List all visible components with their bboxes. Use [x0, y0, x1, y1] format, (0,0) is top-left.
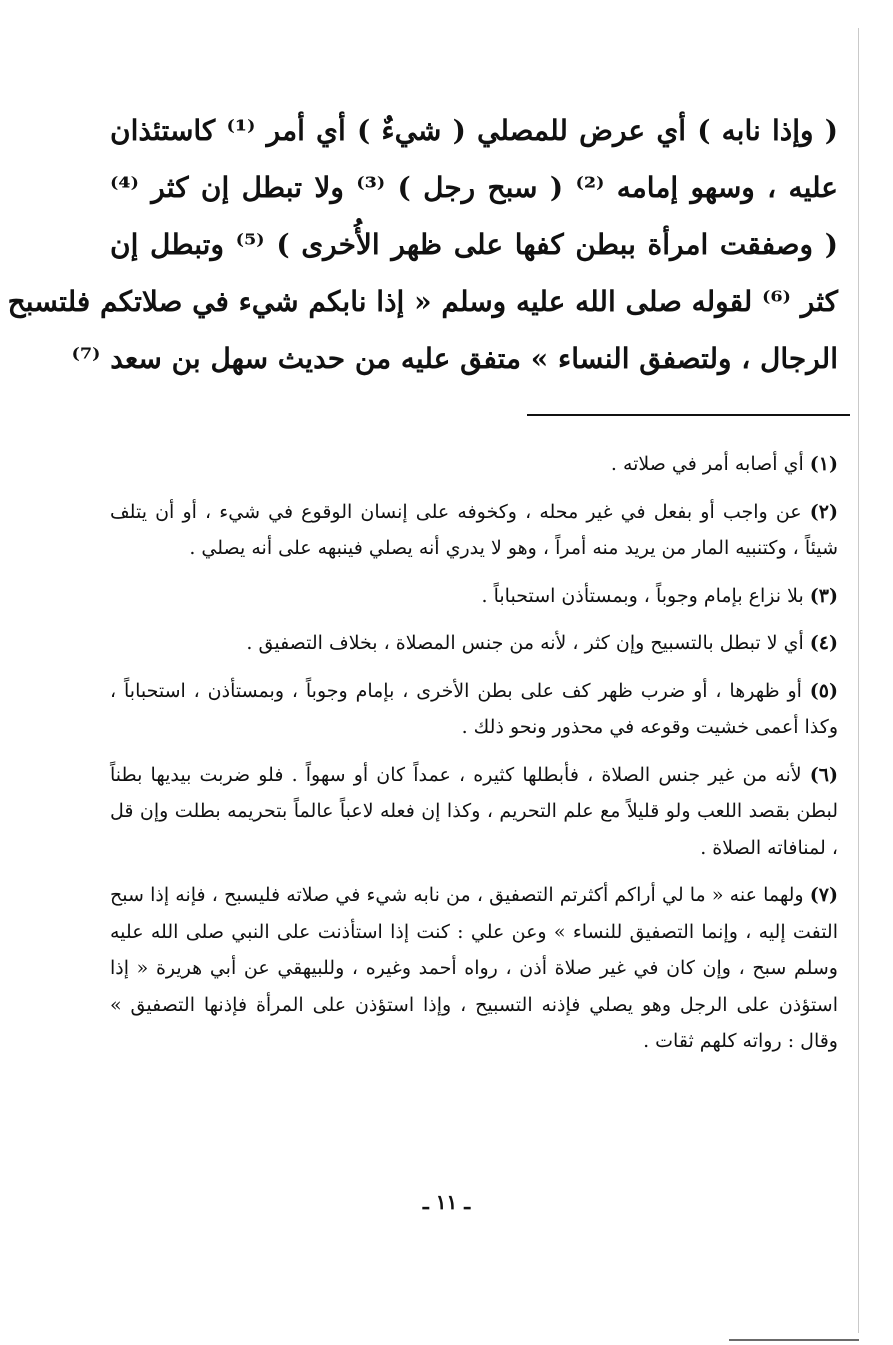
main-text-line: ( وإذا نابه ) أي عرض للمصلي ( شيءٌ ) أي أمر ⁽¹⁾ كاستئذان	[110, 114, 838, 147]
main-text	[7, 102, 838, 387]
main-text-line: عليه ، وسهو إمامه ⁽²⁾ ( سبح رجل ) ⁽³⁾ ولا تبطل إن كثر ⁽⁴⁾	[110, 171, 838, 204]
main-text-line: ( وصفقت امرأة ببطن كفها على ظهر الأُخرى ) ⁽⁵⁾ وتبطل إن	[110, 228, 838, 261]
footnote	[110, 877, 838, 1060]
footnote-text: ولهما عنه « ما لي أراكم أكثرتم التصفيق ، من نابه شيء في صلاته فليسبح ، فإنه إذا سبح التفت إليه ، وإنما التصفيق للنساء » وعن علي : كنت إذا استأذنت على النبي صلى الله عليه وسلم سبح ، وإن كان في غير صلاة أذن ، رواه أحمد وغيره ، وللبيهقي عن أبي هريرة « إذا استؤذن على الرجل وهو يصلي فإذنه التسبيح ، وإذا استؤذن على المرأة فإذنها التصفيق » وقال : رواته كلهم ثقات .	[110, 884, 838, 1052]
footnote-number: (٦)	[809, 763, 838, 786]
main-text-line: الرجال ، ولتصفق النساء » متفق عليه من حديث سهل بن سعد ⁽⁷⁾	[71, 342, 838, 375]
main-text-line: كثر ⁽⁶⁾ لقوله صلى الله عليه وسلم « إذا نابكم شيء في صلاتكم فلتسبح	[7, 285, 838, 318]
footnotes	[110, 446, 838, 1071]
footnote-number: (٢)	[809, 500, 838, 523]
footnote-separator	[527, 414, 850, 416]
footnote	[110, 494, 838, 567]
footnote	[110, 625, 838, 662]
page-number: ـ ١١ ـ	[422, 1190, 471, 1214]
footnote	[110, 757, 838, 867]
footnote	[110, 673, 838, 746]
footnote-number: (٥)	[809, 679, 838, 702]
footnote	[110, 446, 838, 483]
footnote-text: عن واجب أو بفعل في غير محله ، وكخوفه على إنسان الوقوع في شيء ، أو أن يتلف شيئاً ، وكتنبيه المار من يريد منه أمراً ، وهو لا يدري أنه يصلي فينبهه على أنه يصلي .	[110, 500, 838, 559]
footnote-text: لأنه من غير جنس الصلاة ، فأبطلها كثيره ، عمداً كان أو سهواً . فلو ضربت بيديها بطناً لبطن بقصد اللعب ولو قليلاً مع علم التحريم ، وكذا إن فعله لاعباً عالماً بتحريمه بطلت وإن قل ، لمنافاته الصلاة .	[110, 763, 838, 859]
footnote-number: (٤)	[809, 632, 838, 654]
footnote-number: (٣)	[809, 584, 838, 607]
footnote-number: (١)	[809, 453, 838, 475]
footnote-text: أي لا تبطل بالتسبيح وإن كثر ، لأنه من جنس المصلاة ، بخلاف التصفيق .	[246, 632, 804, 654]
footnote-text: بلا نزاع بإمام وجوباً ، وبمستأذن استحباباً .	[481, 584, 804, 607]
page-edge-corner	[729, 1339, 859, 1341]
footnote-text: أي أصابه أمر في صلاته .	[610, 453, 804, 475]
page-edge-line	[858, 28, 859, 1333]
footnote	[110, 578, 838, 615]
footnote-number: (٧)	[809, 884, 838, 906]
footnote-text: أو ظهرها ، أو ضرب ظهر كف على بطن الأخرى ، بإمام وجوباً ، وبمستأذن ، استحباباً ، وكذا أعمى خشيت وقوعه في محذور ونحو ذلك .	[110, 679, 838, 738]
